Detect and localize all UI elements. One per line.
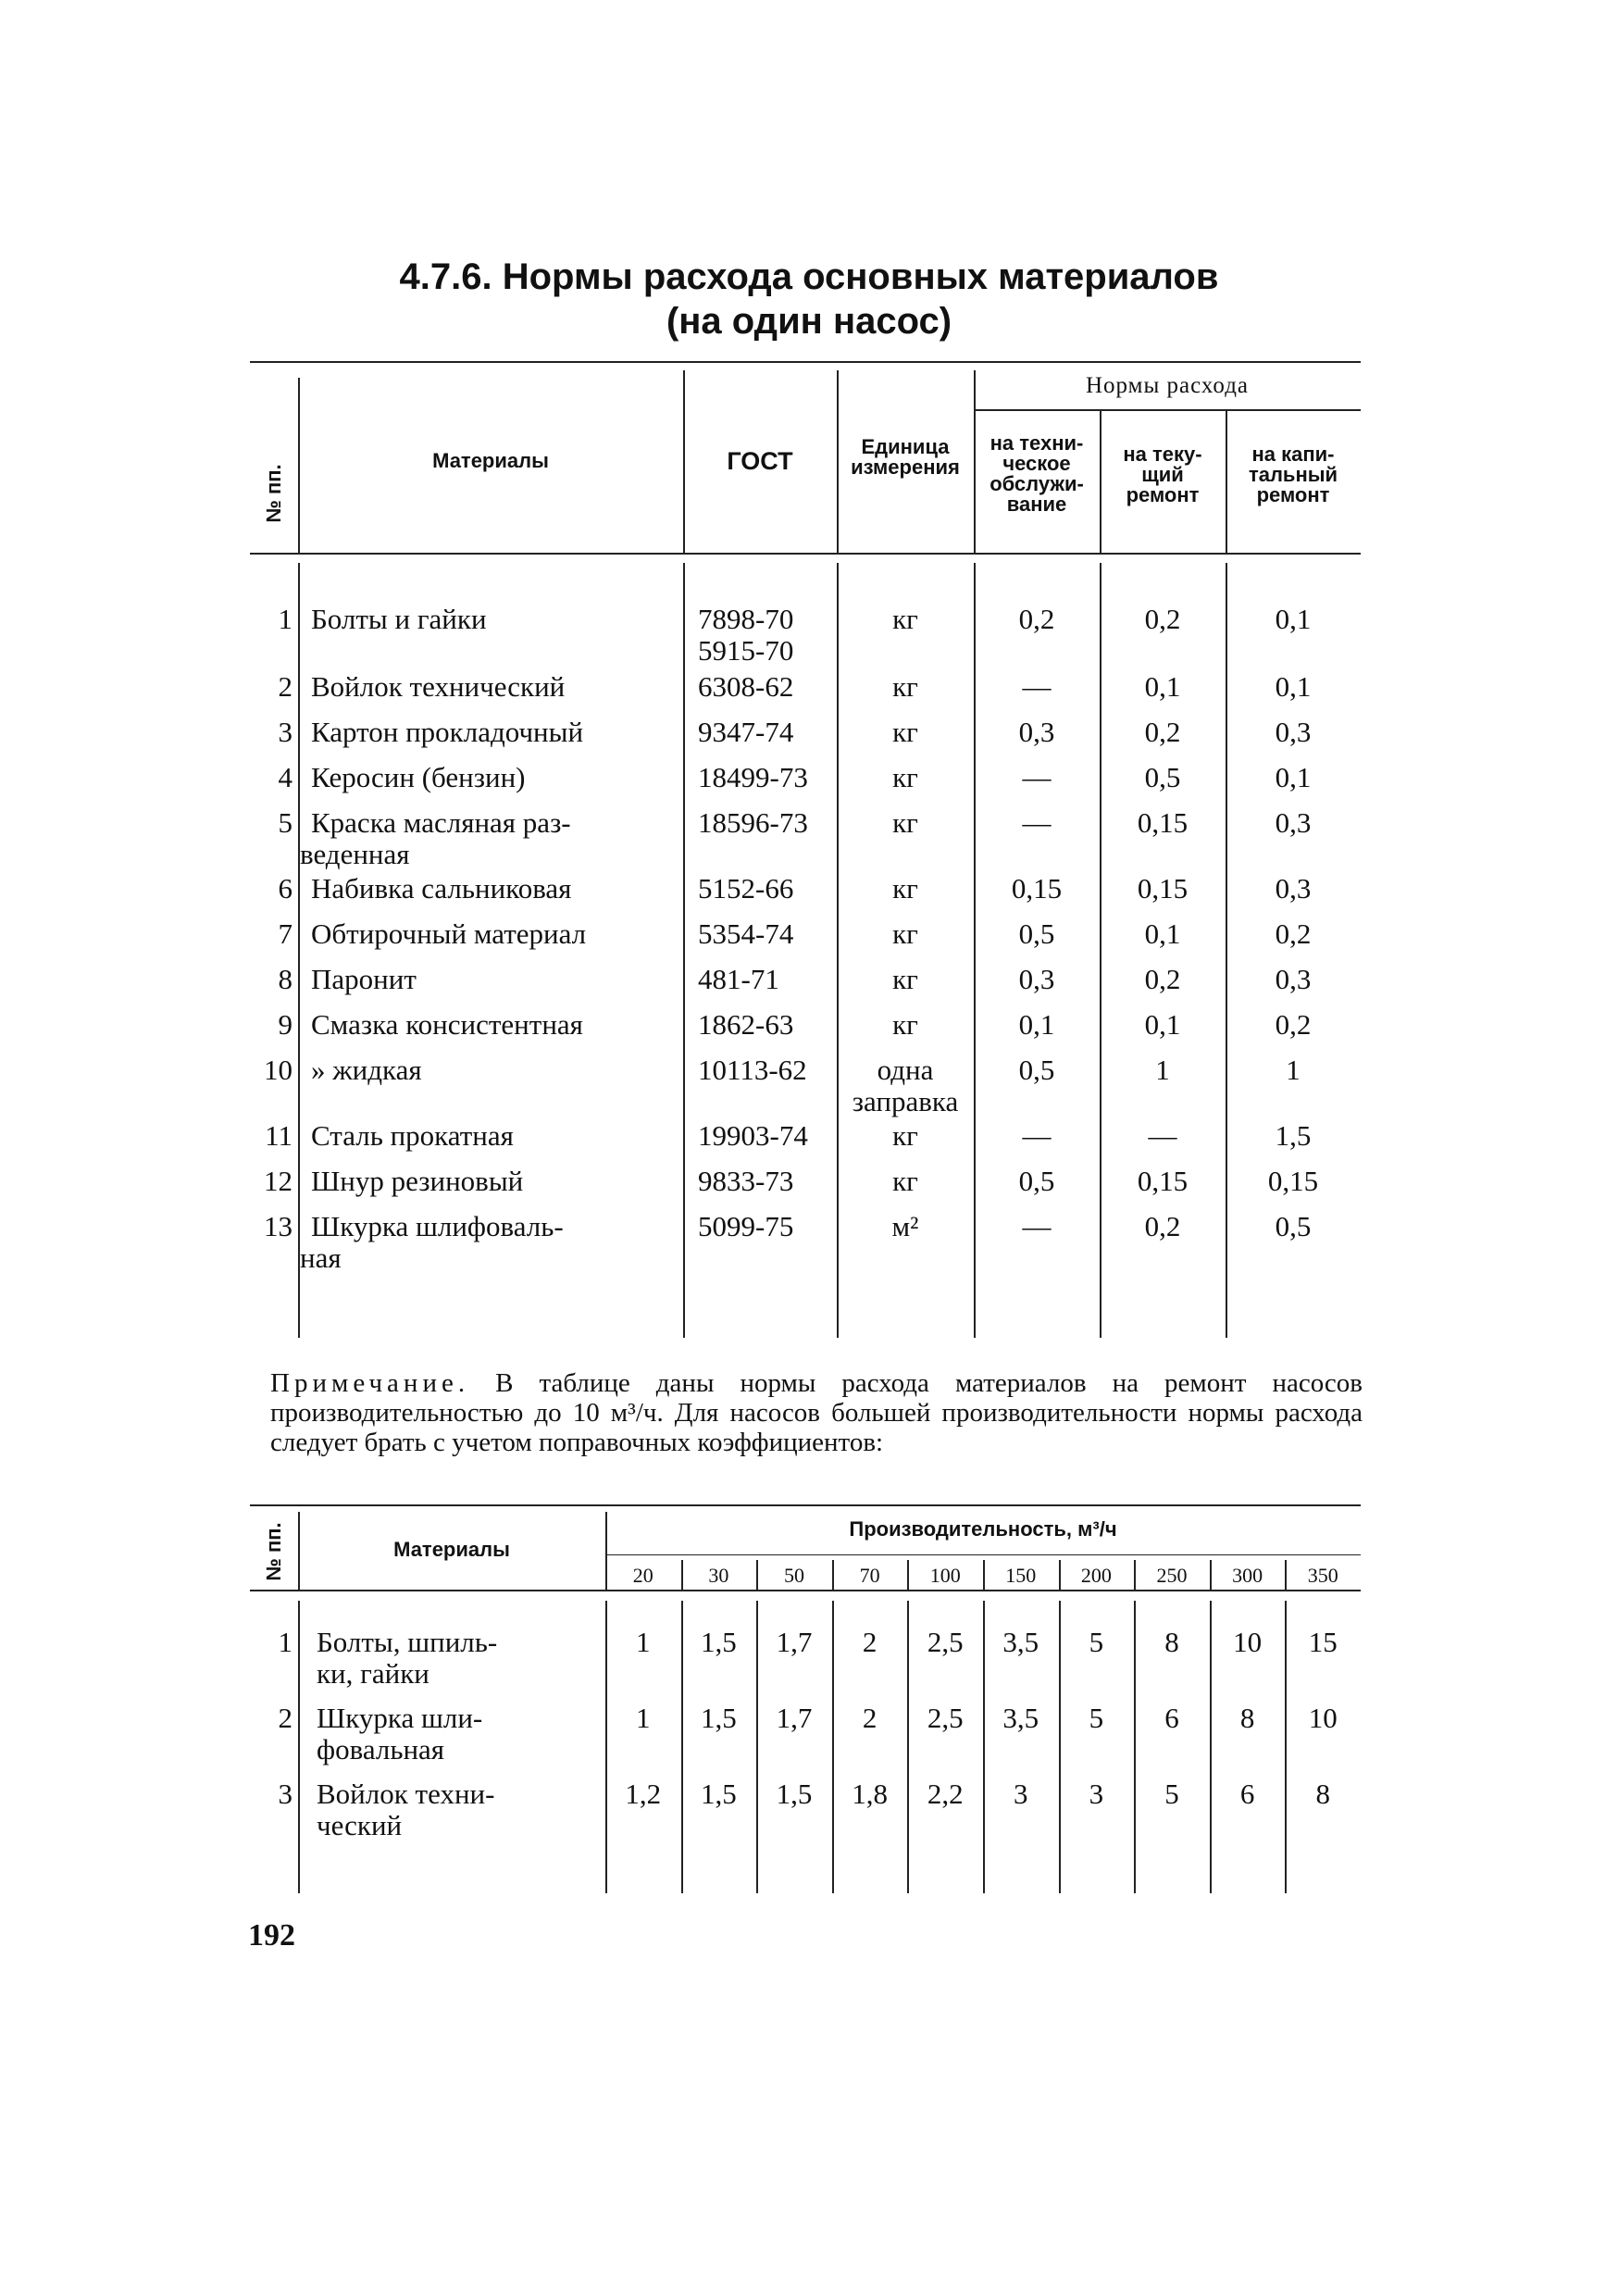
cell-value: 1,8 (852, 1778, 888, 1810)
cell-g1: 481-71 (698, 963, 779, 995)
header-current-repair (1100, 444, 1226, 505)
cell-m1: » жидкая (311, 1054, 422, 1086)
cell-cur: 0,15 (1137, 1165, 1189, 1197)
cell-m1: Картон прокладочный (311, 716, 584, 748)
header-unit (837, 437, 974, 478)
title-line-2: (на один насос) (666, 301, 952, 342)
header-bottom-rule (250, 553, 1361, 555)
cell-m1: Краска масляная раз- (311, 806, 571, 839)
table2-col-divider (756, 1560, 758, 1590)
cell-cur: 0,2 (1144, 1210, 1181, 1242)
cell-to: 0,5 (1018, 1054, 1055, 1086)
table2-col-divider (907, 1560, 909, 1590)
cell-cap: 0,1 (1275, 603, 1312, 635)
cell-value: 5 (1089, 1702, 1104, 1734)
table2-col-header: 100 (929, 1564, 961, 1587)
header-cap-l2: тальный (1248, 463, 1338, 486)
cell-cur: 0,2 (1144, 963, 1181, 995)
cell-g1: 18596-73 (698, 806, 808, 839)
cell-g1: 5354-74 (698, 917, 794, 950)
cell-value: 1,5 (776, 1778, 813, 1810)
table2-col-divider (681, 1560, 683, 1590)
table2-col-header: 30 (708, 1564, 729, 1587)
cell-to: — (1022, 670, 1052, 703)
header-to-l4: вание (1006, 493, 1067, 516)
cell-value: 8 (1164, 1626, 1179, 1658)
cell-g1: 10113-62 (698, 1054, 807, 1086)
note-text: В таблице даны нормы расхода материалов на ремонт насосов производительностью до 10 м³/ч. Для насосов большей производительности нормы расхода следует брать с учетом поправочных коэффициентов: (270, 1368, 1363, 1457)
cell-value: 2 (862, 1702, 877, 1734)
cell-m1: Сталь прокатная (311, 1119, 514, 1152)
cell-cur: 1 (1155, 1054, 1170, 1086)
cell-value: 1,7 (776, 1626, 813, 1658)
cell-to: 0,5 (1018, 917, 1055, 950)
page-number: 192 (248, 1918, 295, 1953)
header-unit-l1: Единица (861, 435, 950, 458)
table2-col-divider (1210, 1560, 1212, 1590)
table2-col-header: 200 (1080, 1564, 1112, 1587)
header-to-l2: ческое (1002, 452, 1071, 475)
cell-m2: ная (300, 1242, 342, 1274)
cell-m1: Войлок техни- (317, 1778, 495, 1810)
cell-cap: 0,3 (1275, 872, 1312, 905)
cell-g2: 5915-70 (698, 634, 794, 667)
cell-u1: кг (892, 716, 918, 748)
norms-subheader-rule (974, 409, 1361, 411)
cell-to: — (1022, 1119, 1052, 1152)
table2-col-divider (1285, 1560, 1287, 1590)
cell-value: 8 (1239, 1702, 1255, 1734)
cell-cap: 0,3 (1275, 806, 1312, 839)
cell-n: 8 (278, 963, 292, 995)
cell-value: 5 (1164, 1778, 1179, 1810)
cell-value: 15 (1308, 1626, 1338, 1658)
cell-value: 6 (1164, 1702, 1179, 1734)
cell-g1: 5099-75 (698, 1210, 794, 1242)
cell-cap: 0,3 (1275, 716, 1312, 748)
cell-m1: Шнур резиновый (311, 1165, 524, 1197)
cell-to: 0,15 (1011, 872, 1063, 905)
header-cur-l2: щий (1141, 463, 1184, 486)
cell-m1: Обтирочный материал (311, 917, 587, 950)
coefficients-table (250, 1504, 1361, 1893)
table2-col-divider (1059, 1560, 1061, 1590)
table2-header-material: Материалы (393, 1538, 510, 1561)
table2-col-header: 50 (783, 1564, 804, 1587)
cell-u1: кг (892, 1008, 918, 1041)
header-num: № пп. (262, 464, 285, 523)
table2-col-divider (1134, 1560, 1136, 1590)
table2-col-header: 150 (1005, 1564, 1037, 1587)
cell-value: 1,5 (701, 1702, 737, 1734)
cell-value: 1,5 (701, 1626, 737, 1658)
cell-n: 1 (278, 1626, 292, 1658)
cell-m2: фовальная (317, 1733, 445, 1766)
table2-header-performance: Производительность, м³/ч (849, 1517, 1117, 1541)
cell-value: 3,5 (1002, 1626, 1039, 1658)
header-capital-repair (1226, 444, 1361, 505)
cell-n: 6 (278, 872, 292, 905)
cell-u1: кг (892, 1165, 918, 1197)
cell-n: 11 (265, 1119, 292, 1152)
cell-value: 5 (1089, 1626, 1104, 1658)
header-cur-l3: ремонт (1126, 483, 1200, 506)
cell-cur: 0,1 (1144, 917, 1181, 950)
cell-cur: 0,2 (1144, 716, 1181, 748)
cell-u1: кг (892, 603, 918, 635)
cell-n: 1 (278, 603, 292, 635)
cell-value: 3 (1089, 1778, 1104, 1810)
table2-subheader-rule (605, 1554, 1361, 1555)
body-divider (683, 563, 685, 1338)
cell-m1: Болты, шпиль- (317, 1626, 498, 1658)
cell-m1: Смазка консистентная (311, 1008, 583, 1041)
cell-m1: Шкурка шли- (317, 1702, 483, 1734)
cell-to: — (1022, 761, 1052, 793)
cell-to: — (1022, 806, 1052, 839)
cell-value: 8 (1315, 1778, 1330, 1810)
cell-u1: кг (892, 806, 918, 839)
table2-col-header: 70 (859, 1564, 880, 1587)
norms-table (250, 361, 1361, 1338)
header-to-l1: на техни- (989, 431, 1084, 455)
cell-m1: Набивка сальниковая (311, 872, 572, 905)
cell-u2: заправка (852, 1085, 959, 1117)
cell-value: 2 (862, 1626, 877, 1658)
table2-col-header: 300 (1232, 1564, 1263, 1587)
cell-cap: 1 (1286, 1054, 1301, 1086)
cell-cap: 0,1 (1275, 761, 1312, 793)
table-top-rule (250, 361, 1361, 363)
cell-cap: 1,5 (1275, 1119, 1312, 1152)
cell-g1: 7898-70 (698, 603, 794, 635)
cell-to: — (1022, 1210, 1052, 1242)
cell-g1: 18499-73 (698, 761, 808, 793)
cell-cap: 0,5 (1275, 1210, 1312, 1242)
cell-u1: кг (892, 761, 918, 793)
cell-m2: ческий (317, 1809, 403, 1841)
cell-cur: 0,5 (1144, 761, 1181, 793)
cell-m1: Паронит (311, 963, 417, 995)
header-gost: ГОСТ (727, 447, 793, 475)
cell-n: 2 (278, 1702, 292, 1734)
table2-col-header: 350 (1307, 1564, 1338, 1587)
cell-g1: 19903-74 (698, 1119, 808, 1152)
cell-n: 4 (278, 761, 292, 793)
header-cur-l1: на теку- (1123, 443, 1202, 466)
header-to-l3: обслужи- (989, 472, 1084, 495)
cell-cap: 0,3 (1275, 963, 1312, 995)
cell-value: 6 (1239, 1778, 1255, 1810)
cell-m1: Войлок технический (311, 670, 566, 703)
table2-body-divider (298, 1601, 300, 1893)
body-divider (298, 563, 300, 1338)
cell-value: 2,2 (927, 1778, 964, 1810)
cell-value: 2,5 (927, 1626, 964, 1658)
cell-cur: 0,15 (1137, 806, 1189, 839)
cell-u1: кг (892, 963, 918, 995)
header-maintenance (974, 433, 1100, 515)
cell-n: 7 (278, 917, 292, 950)
table2-col-divider (832, 1560, 834, 1590)
cell-u1: м² (891, 1210, 919, 1242)
cell-u1: кг (892, 872, 918, 905)
cell-m1: Болты и гайки (311, 603, 487, 635)
cell-cur: 0,1 (1144, 1008, 1181, 1041)
cell-value: 3,5 (1002, 1702, 1039, 1734)
cell-value: 10 (1233, 1626, 1263, 1658)
cell-m2: веденная (300, 838, 410, 870)
title-line-1: 4.7.6. Нормы расхода основных материалов (399, 256, 1219, 297)
cell-m2: ки, гайки (317, 1657, 429, 1690)
cell-g1: 9347-74 (698, 716, 794, 748)
cell-g1: 9833-73 (698, 1165, 794, 1197)
cell-to: 0,3 (1018, 716, 1055, 748)
header-cap-l3: ремонт (1256, 483, 1330, 506)
cell-value: 1 (636, 1626, 651, 1658)
cell-u1: кг (892, 670, 918, 703)
note-lead: Примечание. (270, 1368, 470, 1398)
cell-to: 0,5 (1018, 1165, 1055, 1197)
cell-n: 13 (264, 1210, 292, 1242)
cell-m1: Шкурка шлифоваль- (311, 1210, 564, 1242)
cell-value: 10 (1308, 1702, 1338, 1734)
cell-g1: 5152-66 (698, 872, 794, 905)
table2-top-rule (250, 1504, 1361, 1506)
cell-cur: 0,15 (1137, 872, 1189, 905)
cell-n: 3 (278, 1778, 292, 1810)
cell-cap: 0,2 (1275, 917, 1312, 950)
cell-value: 3 (1014, 1778, 1028, 1810)
header-unit-l2: измерения (851, 455, 960, 479)
cell-value: 1,7 (776, 1702, 813, 1734)
cell-u1: кг (892, 917, 918, 950)
cell-to: 0,2 (1018, 603, 1055, 635)
cell-g1: 6308-62 (698, 670, 794, 703)
table2-header-bottom-rule (250, 1590, 1361, 1591)
cell-value: 1,2 (625, 1778, 662, 1810)
cell-n: 12 (264, 1165, 292, 1197)
cell-n: 9 (278, 1008, 292, 1041)
table2-col-divider (983, 1560, 985, 1590)
cell-n: 3 (278, 716, 292, 748)
cell-n: 5 (278, 806, 292, 839)
table2-col-header: 20 (632, 1564, 653, 1587)
cell-u1: кг (892, 1119, 918, 1152)
header-norms: Нормы расхода (1085, 373, 1250, 398)
header-material: Материалы (432, 449, 549, 472)
cell-u1: одна (877, 1054, 934, 1086)
table2-header-num: № пп. (262, 1522, 285, 1581)
cell-cur: 0,1 (1144, 670, 1181, 703)
cell-g1: 1862-63 (698, 1008, 794, 1041)
cell-value: 1 (636, 1702, 651, 1734)
cell-value: 1,5 (701, 1778, 737, 1810)
cell-cur: 0,2 (1144, 603, 1181, 635)
table2-col-header: 250 (1156, 1564, 1188, 1587)
cell-n: 10 (264, 1054, 292, 1086)
cell-to: 0,1 (1018, 1008, 1055, 1041)
header-cap-l1: на капи- (1251, 443, 1335, 466)
note-paragraph (270, 1368, 1363, 1457)
cell-cap: 0,1 (1275, 670, 1312, 703)
cell-n: 2 (278, 670, 292, 703)
cell-cap: 0,2 (1275, 1008, 1312, 1041)
cell-cap: 0,15 (1267, 1165, 1319, 1197)
cell-value: 2,5 (927, 1702, 964, 1734)
cell-cur: — (1148, 1119, 1177, 1152)
cell-to: 0,3 (1018, 963, 1055, 995)
cell-m1: Керосин (бензин) (311, 761, 526, 793)
